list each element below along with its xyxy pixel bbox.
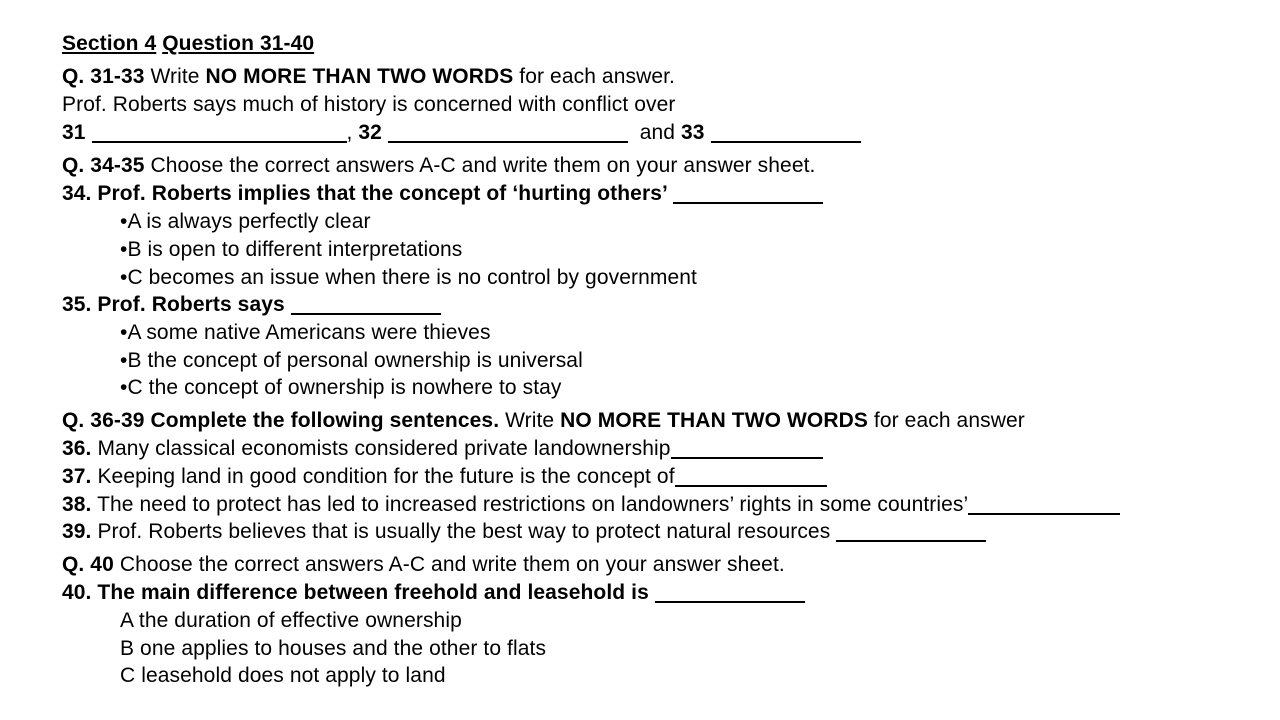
q40-stem-row [62,580,805,606]
q40-option-a: A the duration of effective ownership [120,609,462,632]
answer-blank-31[interactable] [92,140,347,143]
q31-33-blanks-row [62,120,861,146]
q35-option-b: •B the concept of personal ownership is universal [120,349,583,372]
comma: , [346,121,353,144]
q36-number: 36. [62,437,92,460]
q32-number: 32 [358,121,382,144]
q31-33-instr-b: NO MORE THAN TWO WORDS [205,65,514,88]
q37-number: 37. [62,465,92,488]
q34-option-c: •C becomes an issue when there is no control by government [120,266,697,289]
section-subtitle: Question 31-40 [162,32,315,55]
q40-option-c: C leasehold does not apply to land [120,664,446,687]
q38-text: The need to protect has led to increased restrictions on landowners’ rights in some countries’ [97,493,969,516]
q39-row [62,519,986,545]
q38-row [62,492,1120,518]
q35-option-c: •C the concept of ownership is nowhere to stay [120,376,562,399]
and-word: and [639,121,676,144]
q36-39-instr-c: for each answer [873,409,1025,432]
q31-33-instr-a: Write [150,65,200,88]
q40-option-b: B one applies to houses and the other to flats [120,637,547,660]
q40-prefix: Q. 40 [62,553,114,576]
q40-stem: 40. The main difference between freehold and leasehold is [62,581,649,604]
q34-stem-row [62,181,823,207]
answer-blank-37[interactable] [675,484,827,487]
q36-39-instr-b: NO MORE THAN TWO WORDS [560,409,868,432]
q34-option-a: •A is always perfectly clear [120,210,371,233]
q31-number: 31 [62,121,86,144]
q38-number: 38. [62,493,92,516]
q39-text: Prof. Roberts believes that is usually the best way to protect natural resources [97,520,831,543]
q36-text: Many classical economists considered private landownership [97,437,671,460]
q39-number: 39. [62,520,92,543]
q31-33-instr-c: for each answer. [519,65,675,88]
q40-instructions [62,552,785,578]
answer-blank-35[interactable] [291,312,441,315]
answer-blank-39[interactable] [836,539,986,542]
answer-blank-33[interactable] [711,140,861,143]
q34-stem: 34. Prof. Roberts implies that the concept of ‘hurting others’ [62,182,667,205]
q31-33-stem: Prof. Roberts says much of history is concerned with conflict over [62,93,676,116]
q35-option-a: •A some native Americans were thieves [120,321,491,344]
answer-blank-32[interactable] [388,140,628,143]
q34-option-b: •B is open to different interpretations [120,238,463,261]
q34-35-prefix: Q. 34-35 [62,154,145,177]
q33-number: 33 [681,121,705,144]
q31-33-instructions [62,64,675,90]
answer-blank-36[interactable] [671,456,823,459]
q40-instr: Choose the correct answers A-C and write them on your answer sheet. [119,553,785,576]
answer-blank-40[interactable] [655,600,805,603]
section-heading [62,31,314,57]
answer-blank-38[interactable] [968,512,1120,515]
q37-text: Keeping land in good condition for the future is the concept of [97,465,675,488]
q35-stem-row [62,292,441,318]
q37-row [62,464,827,490]
q34-35-instructions [62,153,815,179]
q31-33-prefix: Q. 31-33 [62,65,145,88]
section-title: Section 4 [62,32,157,55]
answer-blank-34[interactable] [673,201,823,204]
q36-39-instructions [62,408,1025,434]
q36-39-instr-a: Write [505,409,555,432]
q35-stem: 35. Prof. Roberts says [62,293,285,316]
q36-row [62,436,823,462]
q36-39-prefix: Q. 36-39 Complete the following sentences. [62,409,500,432]
q34-35-instr: Choose the correct answers A-C and write them on your answer sheet. [150,154,816,177]
